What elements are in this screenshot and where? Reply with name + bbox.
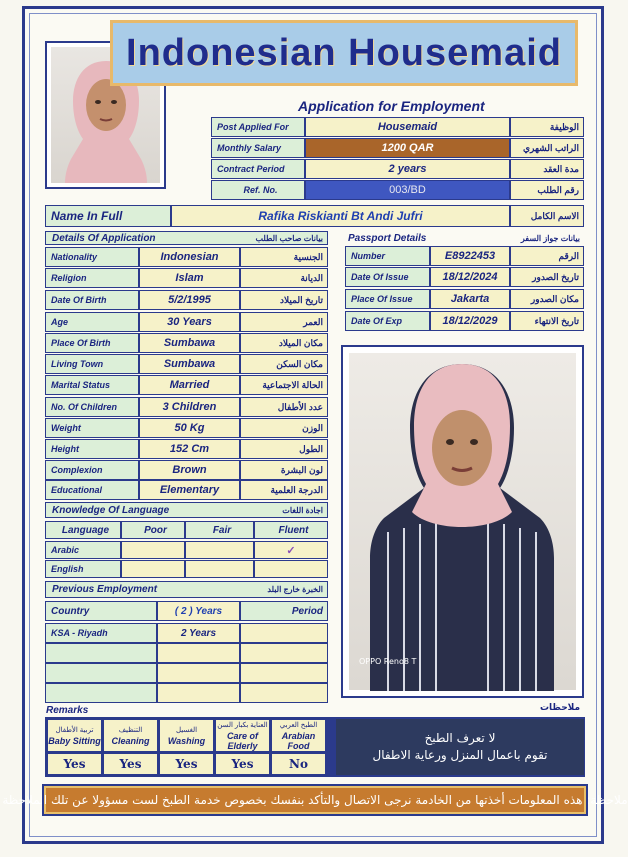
employment-period-1 <box>240 623 328 643</box>
skill-value: Yes <box>159 753 214 775</box>
detail-label: Date Of Birth <box>45 290 139 310</box>
passport-label: Date Of Exp <box>345 311 430 331</box>
details-title-ar: بيانات صاحب الطلب <box>255 233 323 243</box>
post-applied-value: Housemaid <box>305 117 510 137</box>
period-col-header: Period <box>240 601 328 621</box>
monthly-salary-label: Monthly Salary <box>211 138 305 158</box>
applicant-full-portrait-icon <box>348 352 577 691</box>
skill-label: Arabian Food <box>281 730 316 751</box>
detail-label: No. Of Children <box>45 397 139 417</box>
detail-label: Marital Status <box>45 375 139 395</box>
passport-label-ar: تاريخ الصدور <box>510 267 584 287</box>
english-fair-cell <box>185 560 254 578</box>
skill-label-ar: العناية بكبار السن <box>217 721 268 729</box>
passport-value: 18/12/2024 <box>430 267 510 287</box>
detail-label-ar: الوزن <box>240 418 328 438</box>
employment-empty-row <box>240 663 328 683</box>
passport-label-ar: الرقم <box>510 246 584 266</box>
detail-label: Complexion <box>45 460 139 480</box>
remarks-title-ar: ملاحظات <box>540 703 581 713</box>
name-value: Rafika Riskianti Bt Andi Jufri <box>171 205 510 227</box>
skill-label-ar: الطبخ العربي <box>279 721 318 729</box>
skill-label: Washing <box>167 735 206 746</box>
passport-value: Jakarta <box>430 289 510 309</box>
detail-value: Islam <box>139 268 240 288</box>
employment-years-1: 2 Years <box>157 623 240 643</box>
detail-label-ar: مكان السكن <box>240 354 328 374</box>
detail-value: Elementary <box>139 480 240 500</box>
remarks-note <box>336 719 584 775</box>
detail-label-ar: مكان الميلاد <box>240 333 328 353</box>
skill-header <box>47 719 102 752</box>
country-col-header: Country <box>45 601 157 621</box>
skill-header <box>271 719 326 752</box>
skill-header <box>159 719 214 752</box>
detail-value: Brown <box>139 460 240 480</box>
skill-label: Baby Sitting <box>48 735 101 746</box>
fair-col-header: Fair <box>185 521 254 539</box>
remarks-note-line1: لا تعرف الطبخ <box>424 731 496 745</box>
skill-label-ar: التنظيف <box>118 726 143 734</box>
skill-label-ar: تربية الأطفال <box>55 726 94 734</box>
employment-empty-row <box>45 643 157 663</box>
skill-value: Yes <box>47 753 102 775</box>
application-subtitle: Application for Employment <box>298 98 485 114</box>
passport-label-ar: مكان الصدور <box>510 289 584 309</box>
contract-period-value: 2 years <box>305 159 510 179</box>
language-title-ar: اجادة اللغات <box>282 505 323 515</box>
skill-label-ar: الغسيل <box>175 726 198 734</box>
detail-label: Religion <box>45 268 139 288</box>
skill-value: Yes <box>215 753 270 775</box>
employment-empty-row <box>157 663 240 683</box>
passport-value: E8922453 <box>430 246 510 266</box>
skill-value: No <box>271 753 326 775</box>
detail-value: 50 Kg <box>139 418 240 438</box>
passport-section-header <box>342 231 584 245</box>
detail-value: 30 Years <box>139 312 240 332</box>
detail-label: Educational <box>45 480 139 500</box>
detail-label: Weight <box>45 418 139 438</box>
arabic-fair-cell <box>185 541 254 559</box>
name-label-ar: الاسم الكامل <box>510 205 584 227</box>
details-section-header <box>45 231 328 245</box>
document-title: Indonesian Housemaid <box>126 31 562 74</box>
contract-period-label: Contract Period <box>211 159 305 179</box>
employment-empty-row <box>45 683 157 703</box>
contract-period-label-ar: مدة العقد <box>510 159 584 179</box>
detail-value: Married <box>139 375 240 395</box>
detail-label: Age <box>45 312 139 332</box>
ref-no-label-ar: رقم الطلب <box>510 180 584 200</box>
employment-empty-row <box>157 683 240 703</box>
detail-label-ar: تاريخ الميلاد <box>240 290 328 310</box>
years-col-header: ( 2 ) Years <box>157 601 240 621</box>
passport-label: Number <box>345 246 430 266</box>
employment-country-1: KSA - Riyadh <box>45 623 157 643</box>
details-title: Details Of Application <box>52 232 156 244</box>
employment-empty-row <box>240 643 328 663</box>
skill-header <box>215 719 270 752</box>
applicant-photo-large <box>341 345 584 698</box>
detail-label-ar: الدرجة العلمية <box>240 480 328 500</box>
english-fluent-cell <box>254 560 328 578</box>
detail-label: Living Town <box>45 354 139 374</box>
detail-value: Sumbawa <box>139 354 240 374</box>
detail-value: Sumbawa <box>139 333 240 353</box>
detail-value: 5/2/1995 <box>139 290 240 310</box>
post-applied-label: Post Applied For <box>211 117 305 137</box>
poor-col-header: Poor <box>121 521 185 539</box>
employment-empty-row <box>240 683 328 703</box>
post-applied-label-ar: الوظيفة <box>510 117 584 137</box>
english-poor-cell <box>121 560 185 578</box>
detail-label-ar: الديانة <box>240 268 328 288</box>
monthly-salary-label-ar: الراتب الشهري <box>510 138 584 158</box>
language-title: Knowledge Of Language <box>52 504 170 516</box>
detail-label-ar: الحالة الاجتماعية <box>240 375 328 395</box>
remarks-title: Remarks <box>46 705 89 716</box>
passport-title-ar: بيانات جواز السفر <box>520 233 580 243</box>
detail-label: Height <box>45 439 139 459</box>
skill-value: Yes <box>103 753 158 775</box>
employment-section-header <box>45 581 328 598</box>
detail-label-ar: العمر <box>240 312 328 332</box>
language-section-header <box>45 502 328 518</box>
detail-label-ar: الجنسية <box>240 247 328 267</box>
employment-title-ar: الخبرة خارج البلد <box>267 585 323 594</box>
detail-label-ar: لون البشرة <box>240 460 328 480</box>
footer-disclaimer: ملاحظة: هذه المعلومات أخذتها من الخادمة نرجى الاتصال والتأكد بنفسك بخصوص خدمة الطبخ لست مسؤولا عن تلك الملاحظة <box>44 786 586 814</box>
detail-value: Indonesian <box>139 247 240 267</box>
passport-title: Passport Details <box>348 232 427 244</box>
skill-header <box>103 719 158 752</box>
skill-label: Care of Elderly <box>226 730 258 751</box>
name-label: Name In Full <box>45 205 171 227</box>
passport-value: 18/12/2029 <box>430 311 510 331</box>
photo-caption: OPPO Reno8 T <box>359 657 417 666</box>
employment-empty-row <box>157 643 240 663</box>
detail-label-ar: الطول <box>240 439 328 459</box>
detail-label: Place Of Birth <box>45 333 139 353</box>
detail-label-ar: عدد الأطفال <box>240 397 328 417</box>
arabic-fluent-checkmark: ✓ <box>254 541 328 559</box>
employment-title: Previous Employment <box>52 584 158 595</box>
passport-label: Place Of Issue <box>345 289 430 309</box>
detail-value: 3 Children <box>139 397 240 417</box>
employment-empty-row <box>45 663 157 683</box>
remarks-note-line2: تقوم باعمال المنزل ورعاية الاطفال <box>372 748 548 762</box>
ref-no-label: Ref. No. <box>211 180 305 200</box>
monthly-salary-value: 1200 QAR <box>305 138 510 158</box>
detail-value: 152 Cm <box>139 439 240 459</box>
passport-label: Date Of Issue <box>345 267 430 287</box>
fluent-col-header: Fluent <box>254 521 328 539</box>
document-title-banner <box>110 20 578 86</box>
language-english-label: English <box>45 560 121 578</box>
skill-label: Cleaning <box>111 735 150 746</box>
detail-label: Nationality <box>45 247 139 267</box>
language-col-header: Language <box>45 521 121 539</box>
arabic-poor-cell <box>121 541 185 559</box>
passport-label-ar: تاريخ الانتهاء <box>510 311 584 331</box>
ref-no-value: 003/BD <box>305 180 510 200</box>
language-arabic-label: Arabic <box>45 541 121 559</box>
